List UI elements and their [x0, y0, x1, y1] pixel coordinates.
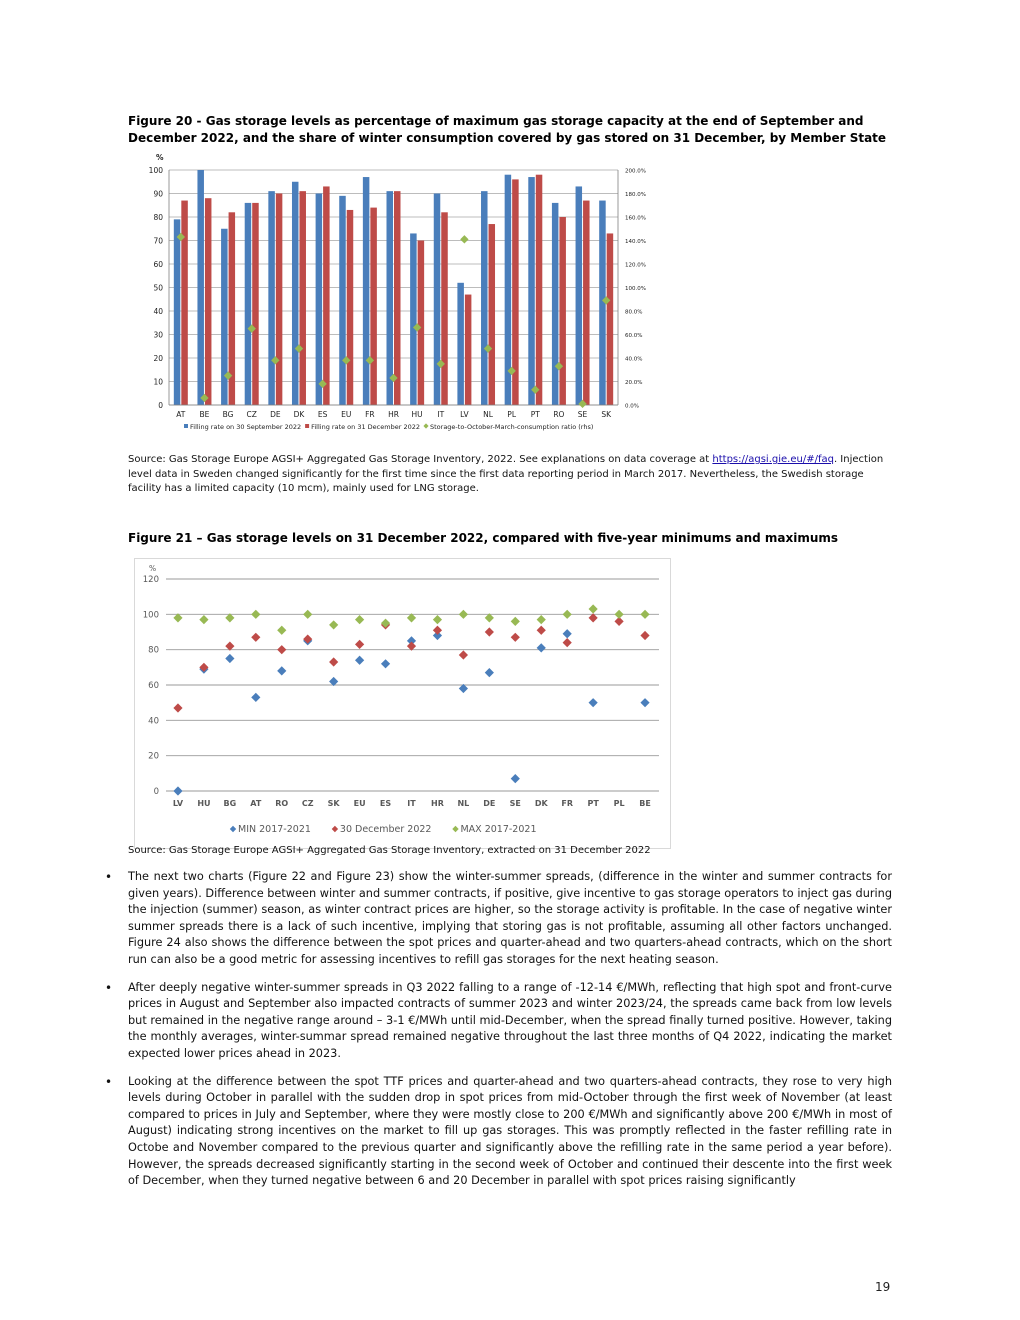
y-tick-label: 20	[148, 751, 159, 762]
y-tick-label: 10	[153, 377, 163, 387]
bar	[489, 224, 496, 405]
bar	[418, 241, 425, 406]
y-tick-label: 30	[153, 330, 163, 340]
data-point	[459, 610, 468, 619]
data-point	[563, 629, 572, 638]
x-tick-label: HR	[388, 410, 399, 419]
bullet-item	[105, 1074, 892, 1190]
x-tick-label: ES	[379, 799, 392, 808]
x-tick-label: SK	[601, 410, 612, 419]
x-tick-label: DE	[483, 799, 496, 808]
data-point	[563, 638, 572, 647]
bar	[347, 210, 354, 405]
bullet-dot: •	[105, 980, 113, 995]
y2-tick-label: 0.0%	[625, 403, 639, 410]
x-tick-label: NL	[483, 410, 493, 419]
bar	[528, 177, 535, 405]
x-tick-label: RO	[275, 799, 289, 808]
data-point	[251, 610, 260, 619]
data-point	[511, 633, 520, 642]
x-tick-label: EU	[353, 799, 366, 808]
data-point	[381, 659, 390, 668]
bar	[316, 194, 323, 406]
x-tick-label: BG	[223, 799, 237, 808]
figure-20-title: Figure 20 - Gas storage levels as percentage of maximum gas storage capacity at the end of September and December 2022, and the share of winter consumption covered by gas stored on 31 December, by Member State	[128, 114, 887, 145]
data-point	[251, 693, 260, 702]
y2-tick-label: 120.0%	[625, 262, 646, 269]
y-tick-label: 50	[153, 283, 163, 293]
y-tick-label: 80	[153, 213, 163, 222]
x-tick-label: FR	[365, 410, 375, 419]
legend-marker	[230, 826, 236, 832]
figure-20-source-prefix: Source: Gas Storage Europe AGSI+ Aggregated Gas Storage Inventory, 2022. See explanations on data coverage at	[128, 454, 713, 465]
data-point	[277, 645, 286, 654]
bar	[441, 212, 448, 405]
x-tick-label: IT	[437, 410, 445, 419]
data-point	[537, 626, 546, 635]
bar	[387, 191, 394, 405]
x-tick-label: BG	[222, 410, 234, 419]
bar	[252, 203, 258, 405]
y-tick-label: 100	[142, 610, 159, 621]
y2-tick-label: 200.0%	[625, 168, 646, 175]
y-axis-unit-label: %	[156, 153, 164, 162]
x-tick-label: HU	[411, 410, 423, 419]
data-point	[277, 626, 286, 635]
data-point	[485, 668, 494, 677]
data-point	[355, 656, 364, 665]
y2-tick-label: 140.0%	[625, 239, 646, 245]
x-tick-label: SE	[577, 410, 588, 419]
y-axis-unit-label: %	[149, 564, 157, 573]
bar	[245, 203, 252, 405]
x-tick-label: SK	[327, 799, 340, 808]
page-number: 19	[875, 1280, 891, 1294]
y2-tick-label: 180.0%	[625, 192, 646, 198]
bar	[576, 186, 583, 405]
x-tick-label: BE	[199, 410, 210, 419]
bar	[181, 201, 188, 405]
y-tick-label: 90	[153, 189, 163, 199]
bullet-item	[105, 869, 892, 969]
data-point	[640, 610, 649, 619]
data-point	[329, 657, 338, 666]
y-tick-label: 60	[153, 260, 163, 269]
bar	[394, 191, 401, 405]
y2-tick-label: 20.0%	[625, 380, 643, 386]
data-point	[563, 610, 572, 619]
x-tick-label: AT	[250, 799, 262, 808]
y-tick-label: 0	[153, 787, 159, 797]
figure-20-chart	[140, 148, 650, 444]
x-tick-label: PT	[530, 410, 540, 419]
y-tick-label: 100	[148, 166, 163, 175]
bar	[363, 177, 370, 405]
x-tick-label: PL	[613, 799, 625, 808]
x-tick-label: CZ	[301, 799, 314, 808]
data-point	[251, 633, 260, 642]
x-tick-label: IT	[407, 799, 416, 808]
figure-20-source	[128, 453, 893, 497]
y2-tick-label: 40.0%	[625, 356, 643, 363]
data-point	[640, 698, 649, 707]
bar	[559, 217, 566, 405]
data-point	[303, 610, 312, 619]
legend-marker	[452, 826, 458, 832]
y-tick-label: 60	[148, 681, 159, 691]
x-tick-label: CZ	[246, 410, 257, 419]
bullet-text: After deeply negative winter-summer spreads in Q3 2022 falling to a range of -12-14 €/MWh, reflecting that high spot and front-curve prices in August and September also impacted contracts of summer 2023 and winter 2023/24, the spreads came back from low levels but remained in the negative range around – 3-1 €/MWh until mid-December, when the spread finally turned positive. However, taking the monthly averages, winter-summar spread remained negative throughout the last three months of Q4 2022, indicating the market expected lower prices ahead in 2023.	[128, 980, 892, 1060]
y-tick-label: 40	[153, 307, 163, 316]
legend-label: Storage-to-October-March-consumption ratio (rhs)	[430, 423, 594, 431]
data-point	[589, 698, 598, 707]
legend-swatch	[305, 424, 309, 428]
bar	[536, 175, 543, 405]
data-point	[303, 634, 312, 643]
y2-tick-label: 80.0%	[625, 309, 643, 316]
data-point	[329, 620, 338, 629]
legend-label: MAX 2017-2021	[460, 824, 537, 835]
x-tick-label: FR	[561, 799, 573, 808]
data-point	[199, 663, 208, 672]
x-tick-label: ES	[317, 410, 328, 419]
bullet-dot: •	[105, 870, 113, 884]
legend-marker	[423, 423, 428, 428]
figure-20-source-suffix: . Injection level data in Sweden changed significantly for the first time since the first data reporting period in March 2017. Nevertheless, the Swedish storage facility has a limited capacity (10 mcm), mainly used for LNG storage.	[128, 454, 884, 494]
data-point	[433, 615, 442, 624]
x-tick-label: DK	[293, 410, 305, 419]
data-point	[537, 615, 546, 624]
bullet-list	[105, 869, 892, 1201]
x-tick-label: BE	[639, 799, 651, 808]
data-point	[459, 650, 468, 659]
bar	[205, 198, 212, 405]
data-point	[460, 235, 468, 243]
bar	[276, 194, 283, 406]
x-tick-label: PL	[507, 410, 517, 419]
bar	[174, 219, 181, 405]
data-point	[511, 774, 520, 783]
x-tick-label: AT	[176, 410, 186, 419]
y2-tick-label: 60.0%	[625, 333, 643, 339]
data-point	[589, 604, 598, 613]
data-point	[614, 610, 623, 619]
y-tick-label: 70	[153, 236, 163, 246]
data-point	[173, 786, 182, 795]
bar	[481, 191, 488, 405]
bar	[457, 283, 464, 405]
y-tick-label: 0	[158, 401, 163, 410]
y-tick-label: 40	[148, 716, 159, 727]
bar	[221, 229, 228, 405]
data-point	[381, 619, 390, 628]
bar	[434, 194, 441, 406]
data-point	[173, 703, 182, 712]
bullet-item	[105, 980, 892, 1063]
data-point	[511, 617, 520, 626]
legend-label: MIN 2017-2021	[238, 824, 311, 835]
x-tick-label: HU	[197, 799, 211, 808]
legend-label: Filling rate on 31 December 2022	[311, 423, 420, 431]
y2-tick-label: 160.0%	[625, 215, 646, 222]
data-point	[433, 626, 442, 635]
y-tick-label: 20	[153, 354, 163, 363]
data-point	[485, 627, 494, 636]
bar	[465, 295, 472, 405]
x-tick-label: NL	[457, 799, 470, 808]
x-tick-label: LV	[460, 410, 469, 419]
x-tick-label: SE	[509, 799, 521, 808]
bar	[268, 191, 275, 405]
agsi-faq-link[interactable]: https://agsi.gie.eu/#/faq	[712, 454, 834, 465]
data-point	[355, 615, 364, 624]
x-tick-label: PT	[587, 799, 599, 808]
bar	[370, 208, 377, 405]
data-point	[277, 666, 286, 675]
y-tick-label: 80	[148, 645, 159, 656]
figure-21-chart	[134, 558, 671, 849]
legend-label: Filling rate on 30 September 2022	[190, 423, 302, 431]
legend-label: 30 December 2022	[339, 824, 432, 835]
data-point	[355, 640, 364, 649]
data-point	[225, 654, 234, 663]
legend-marker	[332, 826, 338, 832]
y2-tick-label: 100.0%	[625, 286, 646, 292]
bar	[607, 233, 614, 405]
data-point	[640, 631, 649, 640]
bar	[292, 182, 299, 405]
bar	[339, 196, 346, 405]
y-tick-label: 120	[142, 575, 159, 585]
bar	[299, 191, 306, 405]
bar	[323, 186, 330, 405]
legend-swatch	[184, 424, 188, 428]
data-point	[537, 643, 546, 652]
bar	[197, 170, 204, 405]
figure-21-title: Figure 21 – Gas storage levels on 31 December 2022, compared with five-year minimums and maximums	[128, 531, 839, 545]
data-point	[199, 615, 208, 624]
bar	[583, 201, 590, 405]
x-tick-label: DK	[534, 799, 548, 808]
x-tick-label: HR	[431, 799, 444, 808]
bar	[410, 233, 417, 405]
bullet-dot: •	[105, 1074, 113, 1089]
x-tick-label: EU	[341, 410, 352, 419]
bullet-text: Looking at the difference between the spot TTF prices and quarter-ahead and two quarters-ahead contracts, they rose to very high levels during October in parallel with the sudden drop in spot prices from mid-October through the first week of November (at least compared to prices in July and September, where they were mostly close to 200 €/MWh and significantly above 200 €/MWh in most of August) indicating strong incentives on the market to fill up gas storages. This was promptly reflected in the faster refilling rate in Octobe and November compared to the previous quarter and significantly above the refilling rate in the same period a year before). However, the spreads decreased significantly starting in the second week of October and continued their descente into the first week of December, when they turned negative between 6 and 20 December in parallel with spot prices raising significantly	[128, 1074, 892, 1188]
bullet-text: The next two charts (Figure 22 and Figure 23) show the winter-summer spreads, (difference in the winter and summer contracts for given years). Difference between winter and summer contracts, if positive, give incentive to gas storage operators to inject gas during the injection (summer) season, as winter contract prices are higher, so the storage activity is profitable. In the case of negative winter summer spreads there is a lack of such incentive, implying that storing gas is not profitable, assuming all other factors unchanged. Figure 24 also shows the difference between the spot prices and quarter-ahead and two quarters-ahead contracts, which on the short run can also be a good metric for assessing incentives to refill gas storages for the next heating season.	[128, 870, 892, 966]
figure-21-source: Source: Gas Storage Europe AGSI+ Aggregated Gas Storage Inventory, extracted on 31 December 2022	[128, 845, 651, 856]
x-tick-label: DE	[270, 410, 281, 419]
x-tick-label: RO	[553, 410, 565, 419]
x-tick-label: LV	[172, 799, 184, 808]
bar	[552, 203, 559, 405]
